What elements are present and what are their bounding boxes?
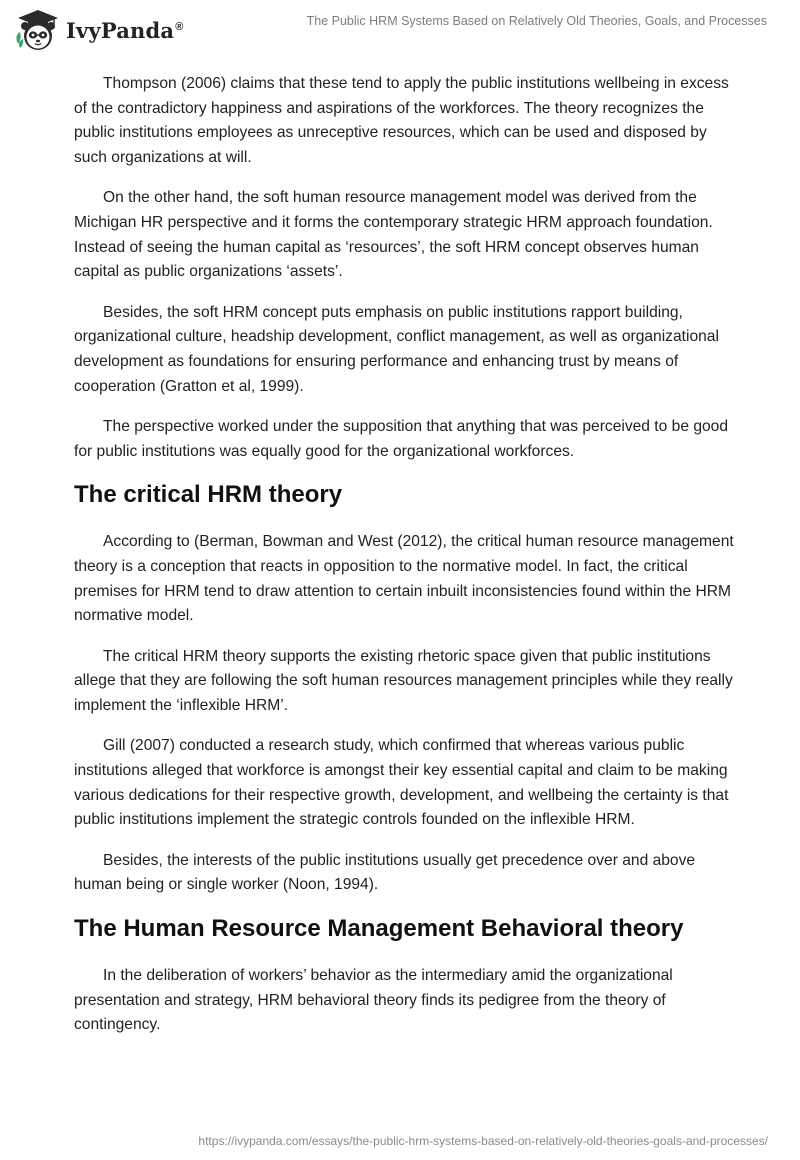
paragraph: The critical HRM theory supports the existing rhetoric space given that public institutions allege that they are following the soft human resources management principles while they really implement the ‘inflexible HRM’. [74, 647, 733, 714]
paragraph: Besides, the interests of the public institutions usually get precedence over and above human being or single worker (Noon, 1994). [74, 851, 696, 894]
paragraph: On the other hand, the soft human resource management model was derived from the Michigan HR perspective and it forms the contemporary strategic HRM approach foundation. Instead of seeing the human capital as ‘resources’, the soft HRM concept observes human capital as public organizations ‘assets’. [74, 189, 713, 281]
paragraph: The perspective worked under the supposition that anything that was perceived to be good for public institutions was equally good for the organizational workforces. [74, 418, 729, 460]
logo-wordmark [66, 18, 184, 43]
paragraph: According to (Berman, Bowman and West (2012), the critical human resource management theory is a conception that reacts in opposition to the normative model. In fact, the critical premises for HRM tend to draw attention to certain inbuilt inconsistencies found within the HRM normative model. [74, 533, 734, 625]
paragraph: Thompson (2006) claims that these tend to apply the public institutions wellbeing in excess of the contradictory happiness and aspirations of the workforces. The theory recognizes the public institutions employees as unreceptive resources, which can be used and disposed by such organizations at will. [74, 75, 729, 166]
ivypanda-logo[interactable] [14, 8, 184, 52]
paragraph: Gill (2007) conducted a research study, which confirmed that whereas various public institutions alleged that workforce is amongst their key essential capital and claim to be making various dedications for their respective growth, development, and wellbeing the certainty is that public institutions implement the strategic controls founded on the inflexible HRM. [74, 737, 729, 829]
running-title: The Public HRM Systems Based on Relatively Old Theories, Goals, and Processes [306, 14, 767, 28]
page-header [0, 0, 800, 60]
source-url[interactable]: https://ivypanda.com/essays/the-public-hrm-systems-based-on-relatively-old-theories-goals-and-processes/ [198, 1134, 768, 1148]
essay-body [74, 72, 734, 1054]
section-heading: The critical HRM theory [74, 481, 343, 509]
panda-icon [14, 8, 62, 52]
section-heading: The Human Resource Management Behavioral theory [74, 915, 684, 943]
paragraph: Besides, the soft HRM concept puts emphasis on public institutions rapport building, organizational culture, headship development, conflict management, as well as organizational development as foundations for ensuring performance and enhancing trust by means of cooperation (Gratton et al, 1999). [74, 303, 719, 395]
paragraph: In the deliberation of workers’ behavior as the intermediary amid the organizational presentation and strategy, HRM behavioral theory finds its pedigree from the theory of contingency. [74, 967, 673, 1034]
logo-text: IvyPanda [66, 17, 175, 43]
registered-mark: ® [175, 20, 184, 33]
